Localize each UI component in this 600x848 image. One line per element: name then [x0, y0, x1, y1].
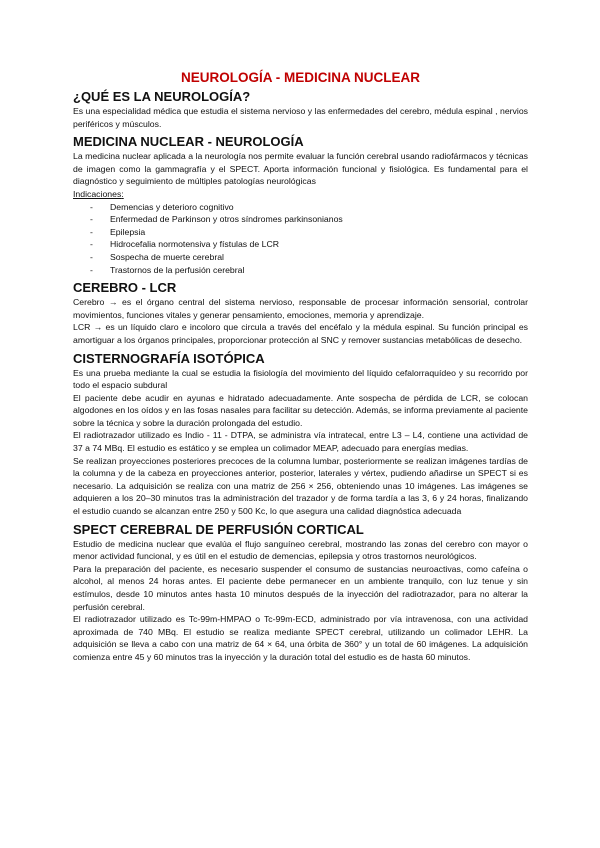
indicaciones-label: Indicaciones:	[73, 188, 124, 199]
indicaciones-list	[73, 201, 528, 277]
list-item: - Demencias y deterioro cognitivo	[90, 201, 528, 214]
paragraph: Estudio de medicina nuclear que evalúa el flujo sanguíneo cerebral, mostrando las zonas del cerebro con mayor o menor actividad funcional, y es útil en el estudio de demencias, epilepsia y otros trastornos neurológicos.	[73, 538, 528, 562]
list-item: - Sospecha de muerte cerebral	[90, 251, 528, 264]
list-item: - Hidrocefalia normotensiva y fístulas de LCR	[90, 238, 528, 251]
paragraph: El paciente debe acudir en ayunas e hidratado adecuadamente. Ante sospecha de pérdida de LCR, se colocan algodones en los oídos y en las fosas nasales para facilitar su detección. Además, se informa previamente al paciente sobre la técnica y sobre la duración prolongada del estudio.	[73, 392, 528, 428]
section-heading-cerebro-lcr: CEREBRO - LCR	[73, 280, 177, 296]
paragraph: Se realizan proyecciones posteriores precoces de la columna lumbar, posteriormente se realizan imágenes tardías de la columna y de la cabeza en proyecciones anterior, posterior, laterales y vértex, pudiendo añadirse un SPECT si es necesario. La adquisición se realiza con una matriz de 256 × 256, obteniendo unas 10 imágenes. Las imágenes se adquieren a los 20–30 minutos tras la administración del trazador y de forma tardía a las 3, 6 y 24 horas, finalizando el estudio cuando se alcanzan entre 250 y 500 Kc, lo que asegura una calidad diagnóstica adecuada	[73, 455, 528, 517]
document-page	[73, 70, 528, 664]
section-heading-medicina-nuclear: MEDICINA NUCLEAR - NEUROLOGÍA	[73, 134, 304, 150]
paragraph: Para la preparación del paciente, es necesario suspender el consumo de sustancias neuroactivas, como cafeína o alcohol, al menos 24 horas antes. El paciente debe permanecer en un ambiente tranquilo, con luz tenue y sin estímulos, desde 10 minutos antes hasta 10 minutos después de la inyección del radiotrazador, para no alterar la perfusión cerebral.	[73, 563, 528, 612]
document-title: NEUROLOGÍA - MEDICINA NUCLEAR	[181, 70, 420, 85]
section-heading-spect-cerebral: SPECT CEREBRAL DE PERFUSIÓN CORTICAL	[73, 521, 364, 537]
paragraph: Es una especialidad médica que estudia el sistema nervioso y las enfermedades del cerebro, médula espinal , nervios periféricos y músculos.	[73, 106, 528, 129]
paragraph: El radiotrazador utilizado es Tc-99m-HMPAO o Tc-99m-ECD, administrado por vía intravenosa, con una actividad aproximada de 740 MBq. El estudio se realiza mediante SPECT cerebral, utilizando un colimador LEHR. La adquisición se lleva a cabo con una matriz de 64 × 64, una órbita de 360° y un total de 60 imágenes. La adquisición comienza entre 45 y 60 minutos tras la inyección y la duración total del estudio es de hasta 60 minutos.	[73, 614, 528, 662]
paragraph: Cerebro → es el órgano central del sistema nervioso, responsable de procesar información sensorial, controlar movimientos, funciones vitales y generar pensamiento, emociones, memoria y aprendizaje.	[73, 297, 528, 320]
paragraph: Es una prueba mediante la cual se estudia la fisiología del movimiento del líquido cefalorraquídeo y su recorrido por todo el espacio subdural	[73, 367, 528, 391]
section-heading-cisternografia: CISTERNOGRAFÍA ISOTÓPICA	[73, 350, 265, 366]
list-item: - Epilepsia	[90, 226, 528, 239]
paragraph: LCR → es un líquido claro e incoloro que circula a través del encéfalo y la médula espinal. Su función principal es amortiguar a los órganos principales, proporcionar protección al SNC y remover sustancias metabólicas de desecho.	[73, 322, 528, 345]
list-item: - Enfermedad de Parkinson y otros síndromes parkinsonianos	[90, 213, 528, 226]
paragraph: La medicina nuclear aplicada a la neurología nos permite evaluar la función cerebral usando radiofármacos y técnicas de imagen como la gammagrafía y el SPECT. Aporta información funcional y fisiológica. Es fundamental para el diagnóstico y seguimiento de múltiples patologías neurológicas	[73, 151, 528, 187]
section-heading-que-es-neurologia: ¿QUÉ ES LA NEUROLOGÍA?	[73, 89, 251, 104]
paragraph: El radiotrazador utilizado es Indio - 11 - DTPA, se administra vía intratecal, entre L3 – L4, contiene una actividad de 37 a 74 MBq. El estudio es estático y se emplea un colimador MEAP, adecuado para energías medias.	[73, 430, 528, 454]
list-item: - Trastornos de la perfusión cerebral	[90, 264, 528, 277]
